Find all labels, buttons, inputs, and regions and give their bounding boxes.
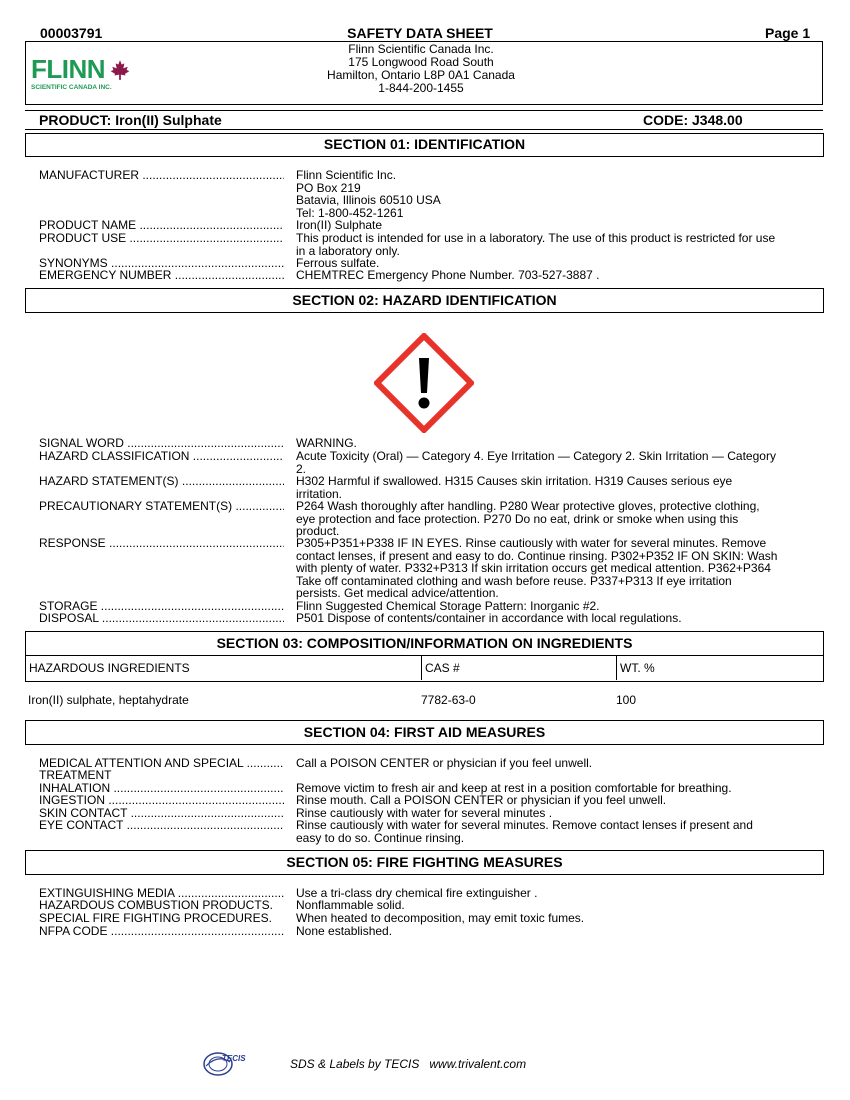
- company-address: [0, 43, 842, 95]
- ingredients-table-header: [25, 655, 824, 682]
- field-value: [296, 819, 801, 844]
- field-value: [296, 912, 801, 925]
- exclamation-mark-ghs-icon: [374, 333, 474, 433]
- logo-wordmark: FLINN: [31, 54, 106, 84]
- value-line: Remove victim to fresh air and keep at rest in a position comfortable for breathing.: [296, 781, 732, 795]
- field-label: HAZARD CLASSIFICATION .....: [39, 450, 284, 463]
- company-city: Hamilton, Ontario L8P 0A1 Canada: [327, 68, 515, 82]
- company-name: Flinn Scientific Canada Inc.: [348, 42, 494, 56]
- value-line: H302 Harmful if swallowed. H315 Causes skin irritation. H319 Causes serious eye: [296, 474, 733, 488]
- value-line: irritation.: [296, 486, 343, 501]
- product-code: CODE: J348.00: [643, 112, 743, 128]
- value-line: P305+P351+P338 IF IN EYES. Rinse cautiously with water for several minutes. Remove: [296, 536, 767, 550]
- section-01-header: SECTION 01: IDENTIFICATION: [25, 133, 824, 157]
- value-line: This product is intended for use in a laboratory. The use of this product is restricted for use: [296, 231, 776, 245]
- field-value: [296, 169, 801, 219]
- product-name: PRODUCT: Iron(II) Sulphate: [39, 112, 222, 128]
- value-line: Flinn Suggested Chemical Storage Pattern: Inorganic #2.: [296, 599, 600, 613]
- value-line: Flinn Scientific Inc.: [296, 168, 397, 182]
- field-value: [296, 450, 801, 475]
- value-line: None established.: [296, 924, 393, 938]
- column-divider: [421, 655, 422, 680]
- field-label: INGESTION .....: [39, 794, 284, 807]
- value-line: Ferrous sulfate.: [296, 256, 380, 270]
- value-line: Nonflammable solid.: [296, 898, 405, 912]
- field-value: [296, 500, 801, 538]
- field-value: [296, 475, 801, 500]
- page-number: Page 1: [765, 25, 811, 41]
- tecis-logo-text: TECIS: [222, 1054, 246, 1063]
- ingredient-name: Iron(II) sulphate, heptahydrate: [28, 693, 189, 707]
- field-value: [296, 757, 801, 770]
- value-line: Rinse mouth. Call a POISON CENTER or physician if you feel unwell.: [296, 793, 667, 807]
- field-label: TREATMENT: [39, 769, 112, 782]
- document-number: 00003791: [40, 25, 103, 41]
- field-label: INHALATION .....: [39, 782, 284, 795]
- field-value: [296, 925, 801, 938]
- value-line: contact lenses, if present and easy to do. Continue rinsing. P302+P352 IF ON SKIN: Wash: [296, 548, 778, 563]
- field-label: MANUFACTURER .....: [39, 169, 284, 182]
- value-line: Iron(II) Sulphate: [296, 218, 383, 232]
- value-line: PO Box 219: [296, 180, 361, 195]
- column-divider: [616, 655, 617, 680]
- field-label: PRODUCT NAME .....: [39, 219, 284, 232]
- field-label: PRODUCT USE .....: [39, 232, 284, 245]
- value-line: WARNING.: [296, 436, 357, 450]
- value-line: Use a tri-class dry chemical fire extinguisher .: [296, 886, 538, 900]
- value-line: P501 Dispose of contents/container in accordance with local regulations.: [296, 611, 682, 625]
- ingredient-weight: 100: [616, 693, 637, 707]
- field-value: [296, 794, 801, 807]
- field-label: SIGNAL WORD .....: [39, 437, 284, 450]
- section-05-header: SECTION 05: FIRE FIGHTING MEASURES: [25, 850, 824, 875]
- field-label: SYNONYMS .....: [39, 257, 284, 270]
- value-line: CHEMTREC Emergency Phone Number. 703-527-3887 .: [296, 268, 600, 282]
- field-label: EMERGENCY NUMBER .....: [39, 269, 284, 282]
- value-line: in a laboratory only.: [296, 243, 400, 258]
- footer-credit: SDS & Labels by TECIS www.trivalent.com: [290, 1057, 527, 1071]
- field-label: SKIN CONTACT .....: [39, 807, 284, 820]
- company-street: 175 Longwood Road South: [348, 55, 494, 69]
- company-phone: 1-844-200-1455: [378, 81, 464, 95]
- field-value: [296, 437, 801, 450]
- field-label: RESPONSE .....: [39, 537, 284, 550]
- table-row: [25, 693, 824, 709]
- ingredient-cas: 7782-63-0: [421, 693, 476, 707]
- column-header: WT. %: [620, 661, 655, 675]
- field-label: HAZARDOUS COMBUSTION PRODUCTS.: [39, 899, 274, 912]
- value-line: with plenty of water. P332+P313 If skin irritation occurs get medical attention. P362+P364: [296, 561, 771, 575]
- field-value: [296, 269, 801, 282]
- value-line: Rinse cautiously with water for several minutes. Remove contact lenses if present and: [296, 818, 753, 832]
- field-label: STORAGE .....: [39, 600, 284, 613]
- field-label: EYE CONTACT .....: [39, 819, 284, 832]
- value-line: P264 Wash thoroughly after handling. P280 Wear protective gloves, protective clothing,: [296, 499, 760, 513]
- field-label: EXTINGUISHING MEDIA .....: [39, 887, 284, 900]
- section-03-header: SECTION 03: COMPOSITION/INFORMATION ON INGREDIENTS: [25, 631, 824, 656]
- value-line: Rinse cautiously with water for several minutes .: [296, 806, 553, 820]
- field-label: NFPA CODE .....: [39, 925, 284, 938]
- value-line: eye protection and face protection. P270 Do no eat, drink or smoke when using this: [296, 511, 739, 526]
- value-line: easy to do so. Continue rinsing.: [296, 830, 465, 845]
- field-label: SPECIAL FIRE FIGHTING PROCEDURES.: [39, 912, 272, 925]
- field-value: [296, 899, 801, 912]
- field-value: [296, 537, 801, 600]
- field-label: MEDICAL ATTENTION AND SPECIAL .....: [39, 757, 284, 770]
- section-04-header: SECTION 04: FIRST AID MEASURES: [25, 720, 824, 745]
- value-line: 2.: [296, 461, 307, 476]
- value-line: Batavia, Illinois 60510 USA: [296, 193, 441, 207]
- field-label: HAZARD STATEMENT(S) .....: [39, 475, 284, 488]
- value-line: Tel: 1-800-452-1261: [296, 205, 404, 220]
- column-header: CAS #: [425, 661, 460, 675]
- tecis-logo-icon: [200, 1050, 260, 1078]
- document-title: SAFETY DATA SHEET: [347, 25, 493, 41]
- column-header: HAZARDOUS INGREDIENTS: [29, 661, 190, 675]
- logo-subtitle: SCIENTIFIC CANADA INC.: [31, 84, 112, 91]
- value-line: When heated to decomposition, may emit toxic fumes.: [296, 911, 585, 925]
- value-line: Take off contaminated clothing and wash before reuse. P337+P313 If eye irritation: [296, 573, 732, 588]
- value-line: product.: [296, 524, 340, 538]
- section-02-header: SECTION 02: HAZARD IDENTIFICATION: [25, 288, 824, 313]
- field-value: [296, 232, 801, 257]
- field-value: [296, 612, 801, 625]
- value-line: Call a POISON CENTER or physician if you feel unwell.: [296, 756, 593, 770]
- value-line: Acute Toxicity (Oral) — Category 4. Eye Irritation — Category 2. Skin Irritation — Category: [296, 449, 776, 463]
- field-label: DISPOSAL .....: [39, 612, 284, 625]
- field-label: PRECAUTIONARY STATEMENT(S) .....: [39, 500, 284, 513]
- field-value: [296, 219, 801, 232]
- value-line: persists. Get medical advice/attention.: [296, 586, 499, 600]
